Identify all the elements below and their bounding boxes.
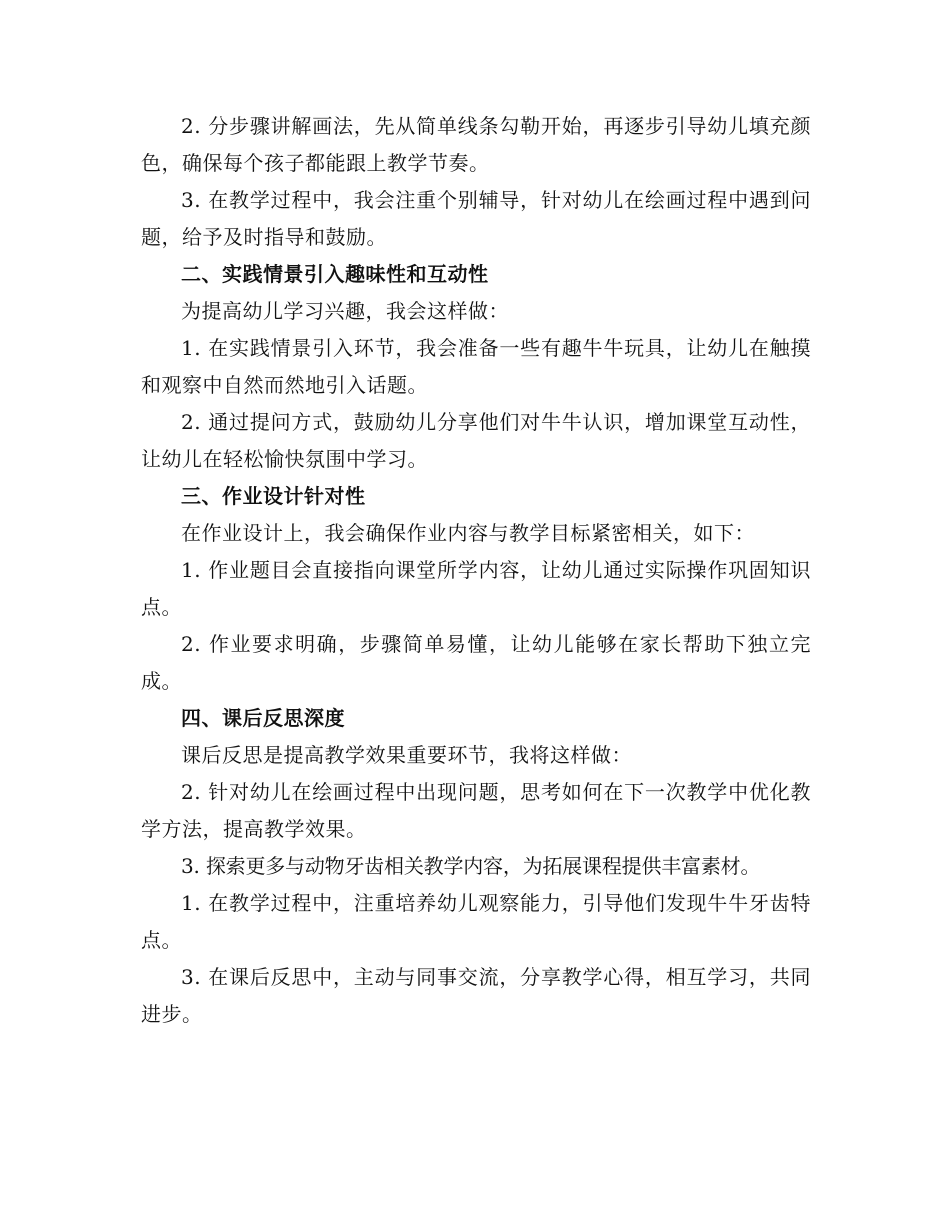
list-item: 3. 探索更多与动物牙齿相关教学内容，为拓展课程提供丰富素材。 <box>181 854 761 878</box>
paragraph: 在作业设计上，我会确保作业内容与教学目标紧密相关，如下： <box>181 521 755 545</box>
section-heading: 二、实践情景引入趣味性和互动性 <box>181 262 489 286</box>
list-item: 3. 在教学过程中，我会注重个别辅导，针对幼儿在绘画过程中遇到问题，给予及时指导和鼓励。 <box>141 188 811 249</box>
list-item: 2. 通过提问方式，鼓励幼儿分享他们对牛牛认识，增加课堂互动性，让幼儿在轻松愉快氛围中学习。 <box>141 410 811 471</box>
list-item: 2. 分步骤讲解画法，先从简单线条勾勒开始，再逐步引导幼儿填充颜色，确保每个孩子都能跟上教学节奏。 <box>141 114 811 175</box>
section-heading: 三、作业设计针对性 <box>181 484 366 508</box>
paragraph: 为提高幼儿学习兴趣，我会这样做： <box>181 299 509 323</box>
list-item: 1. 在实践情景引入环节，我会准备一些有趣牛牛玩具，让幼儿在触摸和观察中自然而然地引入话题。 <box>141 336 811 397</box>
paragraph: 课后反思是提高教学效果重要环节，我将这样做： <box>181 743 632 767</box>
list-item: 1. 在教学过程中，注重培养幼儿观察能力，引导他们发现牛牛牙齿特点。 <box>141 891 811 952</box>
document-body <box>141 108 811 1033</box>
list-item: 2. 作业要求明确，步骤简单易懂，让幼儿能够在家长帮助下独立完成。 <box>141 632 811 693</box>
list-item: 2. 针对幼儿在绘画过程中出现问题，思考如何在下一次教学中优化教学方法，提高教学效果。 <box>141 780 811 841</box>
list-item: 3. 在课后反思中，主动与同事交流，分享教学心得，相互学习，共同进步。 <box>141 965 811 1026</box>
section-heading: 四、课后反思深度 <box>181 706 345 730</box>
list-item: 1. 作业题目会直接指向课堂所学内容，让幼儿通过实际操作巩固知识点。 <box>141 558 811 619</box>
